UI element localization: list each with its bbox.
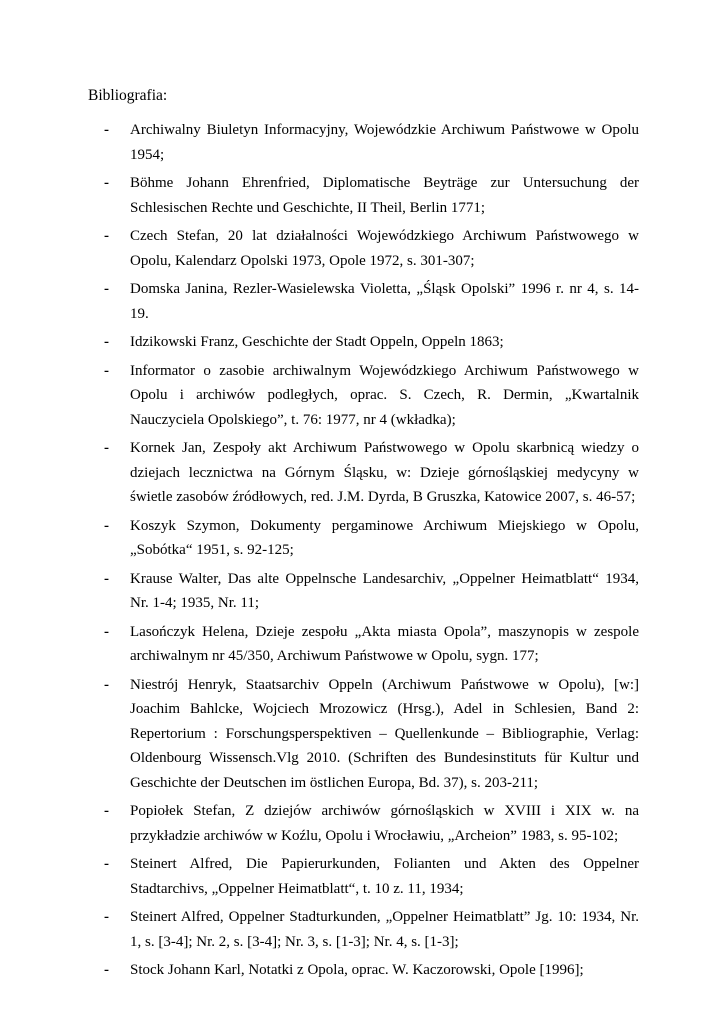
bibliography-entry (104, 958, 639, 983)
list-bullet-dash: - (104, 281, 109, 297)
bibliography-entry-text: Stock Johann Karl, Notatki z Opola, oprac. W. Kaczorowski, Opole [1996]; (130, 962, 584, 978)
bibliography-entry (104, 224, 639, 273)
list-bullet-dash: - (104, 122, 109, 138)
bibliography-entry-text: Krause Walter, Das alte Oppelnsche Landesarchiv, „Oppelner Heimatblatt“ 1934, Nr. 1-4; 1935, Nr. 11; (130, 570, 639, 611)
list-bullet-dash: - (104, 362, 109, 379)
list-bullet-dash: - (104, 856, 109, 872)
bibliography-entry-text: Kornek Jan, Zespoły akt Archiwum Państwowego w Opolu skarbnicą wiedzy o dziejach lecznictwa na Górnym Śląsku, w: Dzieje górnośląskiej medycyny w świetle zasobów źródłowych, red. J.M. Dyrda, B Gruszka, Katowice 2007, s. 46-57; (130, 440, 639, 505)
bibliography-entry-text: Böhme Johann Ehrenfried, Diplomatische Beyträge zur Untersuchung der Schlesischen Rechte und Geschichte, II Theil, Berlin 1771; (130, 175, 639, 216)
bibliography-entry (104, 330, 639, 355)
list-bullet-dash: - (104, 570, 109, 587)
bibliography-entry-text: Archiwalny Biuletyn Informacyjny, Wojewódzkie Archiwum Państwowe w Opolu 1954; (130, 122, 639, 163)
list-bullet-dash: - (104, 334, 109, 350)
bibliography-list (104, 118, 639, 987)
list-bullet-dash: - (104, 517, 109, 534)
list-bullet-dash: - (104, 909, 109, 925)
bibliography-entry-text: Informator o zasobie archiwalnym Wojewódzkiego Archiwum Państwowego w Opolu i archiwów podległych, oprac. S. Czech, R. Dermin, „Kwartalnik Nauczyciela Opolskiego”, t. 76: 1977, nr 4 (wkładka); (130, 362, 639, 428)
list-bullet-dash: - (104, 175, 109, 191)
bibliography-entry (104, 514, 639, 563)
bibliography-entry-text: Popiołek Stefan, Z dziejów archiwów górnośląskich w XVIII i XIX w. na przykładzie archiwów w Koźlu, Opolu i Wrocławiu, „Archeion” 1983, s. 95-102; (130, 803, 639, 844)
bibliography-entry-text: Steinert Alfred, Die Papierurkunden, Folianten und Akten des Oppelner Stadtarchivs, „Oppelner Heimatblatt“, t. 10 z. 11, 1934; (130, 856, 639, 897)
bibliography-entry (104, 567, 639, 616)
bibliography-entry (104, 359, 639, 433)
bibliography-entry (104, 673, 639, 796)
bibliography-entry-text: Idzikowski Franz, Geschichte der Stadt Oppeln, Oppeln 1863; (130, 334, 504, 350)
bibliography-entry (104, 799, 639, 848)
bibliography-entry (104, 171, 639, 220)
bibliography-entry-text: Czech Stefan, 20 lat działalności Wojewódzkiego Archiwum Państwowego w Opolu, Kalendarz Opolski 1973, Opole 1972, s. 301-307; (130, 228, 639, 269)
bibliography-entry-text: Domska Janina, Rezler-Wasielewska Violetta, „Śląsk Opolski” 1996 r. nr 4, s. 14-19. (130, 281, 639, 322)
bibliography-entry (104, 905, 639, 954)
list-bullet-dash: - (104, 676, 109, 693)
bibliography-entry-text: Lasończyk Helena, Dzieje zespołu „Akta miasta Opola”, maszynopis w zespole archiwalnym nr 45/350, Archiwum Państwowe w Opolu, sygn. 177; (130, 623, 639, 664)
list-bullet-dash: - (104, 623, 109, 640)
list-bullet-dash: - (104, 228, 109, 244)
bibliography-entry (104, 620, 639, 669)
bibliography-entry (104, 277, 639, 326)
list-bullet-dash: - (104, 803, 109, 819)
bibliography-entry-text: Niestrój Henryk, Staatsarchiv Oppeln (Archiwum Państwowe w Opolu), [w:] Joachim Bahlcke, Wojciech Mrozowicz (Hrsg.), Adel in Schlesien, Band 2: Repertorium : Forschungsperspektiven – Quellenkunde – Bibliographie, Verlag: Oldenbourg Wissensch.Vlg 2010. (Schriften des Bundesinstituts für Kultur und Geschichte der Deutschen im östlichen Europa, Bd. 37), s. 203-211; (130, 676, 639, 791)
bibliography-entry (104, 852, 639, 901)
list-bullet-dash: - (104, 440, 109, 456)
bibliography-entry (104, 436, 639, 510)
bibliography-heading: Bibliografia: (88, 87, 168, 104)
bibliography-entry (104, 118, 639, 167)
bibliography-entry-text: Koszyk Szymon, Dokumenty pergaminowe Archiwum Miejskiego w Opolu, „Sobótka“ 1951, s. 92-125; (130, 517, 639, 558)
bibliography-entry-text: Steinert Alfred, Oppelner Stadturkunden, „Oppelner Heimatblatt” Jg. 10: 1934, Nr. 1, s. [3-4]; Nr. 2, s. [3-4]; Nr. 3, s. [1-3]; Nr. 4, s. [1-3]; (130, 909, 639, 950)
list-bullet-dash: - (104, 962, 109, 978)
